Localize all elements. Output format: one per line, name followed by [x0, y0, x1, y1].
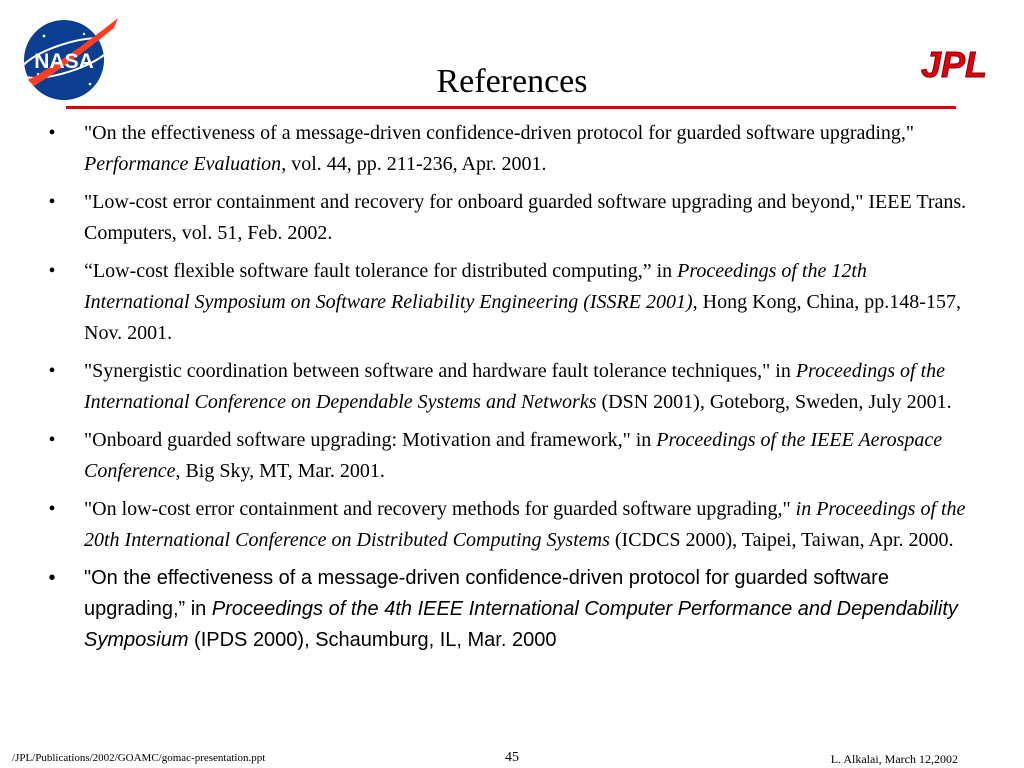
reference-venue: Performance Evaluation: [84, 153, 282, 175]
jpl-logo-text: JPL: [920, 46, 988, 84]
bullet-icon: •: [48, 360, 56, 382]
reference-text: , Hong Kong, China, pp.148-157, Nov. 2001.: [84, 291, 961, 344]
footer-page-number: 45: [505, 750, 519, 765]
bullet-icon: •: [48, 567, 56, 589]
reference-text: , Big Sky, MT, Mar. 2001.: [175, 460, 385, 482]
reference-item: [0, 494, 1024, 556]
reference-text: "On the effectiveness of a message-driven confidence-driven protocol for guarded software upgrading,” in: [84, 567, 889, 620]
reference-item: [0, 425, 1024, 487]
footer-author-date: L. Alkalai, March 12,2002: [830, 752, 958, 766]
reference-item: [0, 563, 1024, 656]
bullet-icon: •: [48, 122, 56, 144]
reference-item: [0, 356, 1024, 418]
page-title: References: [436, 63, 588, 100]
bullet-icon: •: [48, 260, 56, 282]
nasa-logo-text: NASA: [34, 50, 94, 73]
reference-venue: Proceedings of the 12th International Symposium on Software Reliability Engineering (ISSRE 2001): [84, 260, 867, 313]
reference-text: "Low-cost error containment and recovery for onboard guarded software upgrading and beyond," IEEE Trans. Computers, vol. 51, Feb. 2002.: [84, 191, 967, 244]
footer-file-path: /JPL/Publications/2002/GOAMC/gomac-presentation.ppt: [12, 752, 266, 764]
reference-text: "Synergistic coordination between software and hardware fault tolerance techniques," in: [84, 360, 796, 382]
reference-text: (DSN 2001), Goteborg, Sweden, July 2001.: [596, 391, 952, 413]
reference-venue: Proceedings of the International Conference on Dependable Systems and Networks: [84, 360, 946, 413]
reference-item: [0, 187, 1024, 249]
reference-item: [0, 256, 1024, 349]
reference-text: (ICDCS 2000), Taipei, Taiwan, Apr. 2000.: [609, 529, 954, 551]
reference-venue: Proceedings of the IEEE Aerospace Conference: [84, 429, 943, 482]
bullet-icon: •: [48, 429, 56, 451]
reference-text: "On the effectiveness of a message-driven confidence-driven protocol for guarded software upgrading,": [84, 122, 915, 144]
reference-list: [0, 118, 1024, 663]
title-underline: [66, 106, 956, 109]
reference-venue: in Proceedings of the 20th International Conference on Distributed Computing Systems: [84, 498, 966, 551]
reference-text: , vol. 44, pp. 211-236, Apr. 2001.: [281, 153, 547, 175]
reference-text: (IPDS 2000), Schaumburg, IL, Mar. 2000: [188, 629, 557, 651]
reference-text: “Low-cost flexible software fault tolerance for distributed computing,” in: [84, 260, 678, 282]
reference-venue: Proceedings of the 4th IEEE International Computer Performance and Dependability Symposium: [84, 598, 958, 651]
bullet-icon: •: [48, 191, 56, 213]
bullet-icon: •: [48, 498, 56, 520]
reference-text: "On low-cost error containment and recovery methods for guarded software upgrading,": [84, 498, 796, 520]
reference-text: "Onboard guarded software upgrading: Motivation and framework," in: [84, 429, 657, 451]
reference-item: [0, 118, 1024, 180]
